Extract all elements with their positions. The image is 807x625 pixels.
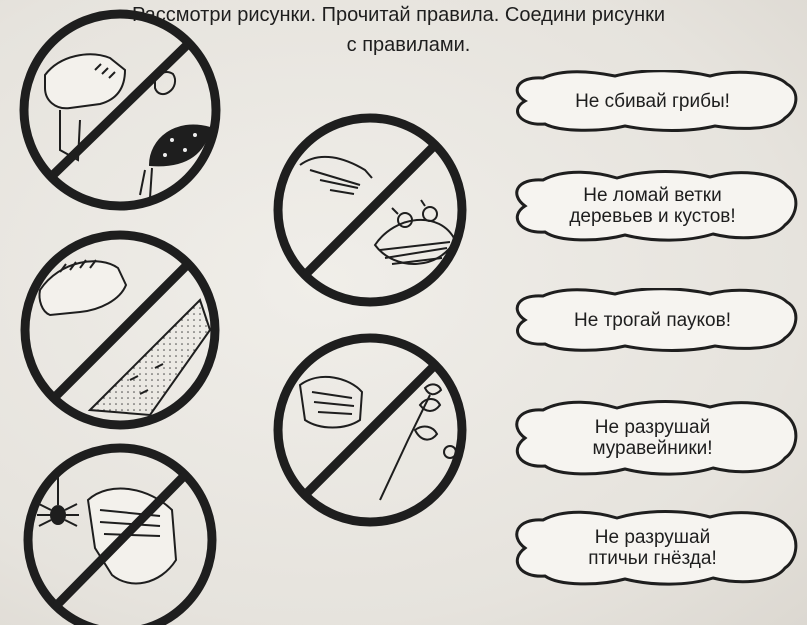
sign-mushroom[interactable]: [24, 14, 216, 206]
sign-nest-slash: [306, 146, 434, 274]
rule-cloud-anthills[interactable]: [505, 400, 800, 476]
hand-touching-spider-icon: [37, 470, 176, 583]
instruction-line-2: с правилами.: [346, 34, 471, 56]
rule-cloud-spiders[interactable]: [505, 288, 800, 352]
rule-text-mushrooms: Не сбивай грибы!: [575, 90, 730, 112]
rule-cloud-nests[interactable]: [505, 510, 800, 586]
instruction-line-1: Рассмотри рисунки. Прочитай правила. Соедини рисунки: [131, 4, 666, 26]
rule-text-spiders: Не трогай пауков!: [574, 309, 731, 331]
rule-text-anthills: Не разрушай муравейники!: [592, 417, 713, 459]
sign-branch[interactable]: [278, 338, 462, 522]
rule-cloud-branches[interactable]: [505, 170, 800, 242]
rule-text-nests: Не разрушай птичьи гнёзда!: [588, 527, 717, 569]
rule-cloud-mushrooms[interactable]: [505, 70, 800, 132]
sign-anthill[interactable]: [25, 235, 215, 425]
sign-spider[interactable]: [28, 448, 212, 625]
rule-text-branches: Не ломай ветки деревьев и кустов!: [569, 185, 736, 227]
sign-nest[interactable]: [278, 118, 462, 302]
hand-reaching-bird-nest-icon: [300, 157, 455, 264]
